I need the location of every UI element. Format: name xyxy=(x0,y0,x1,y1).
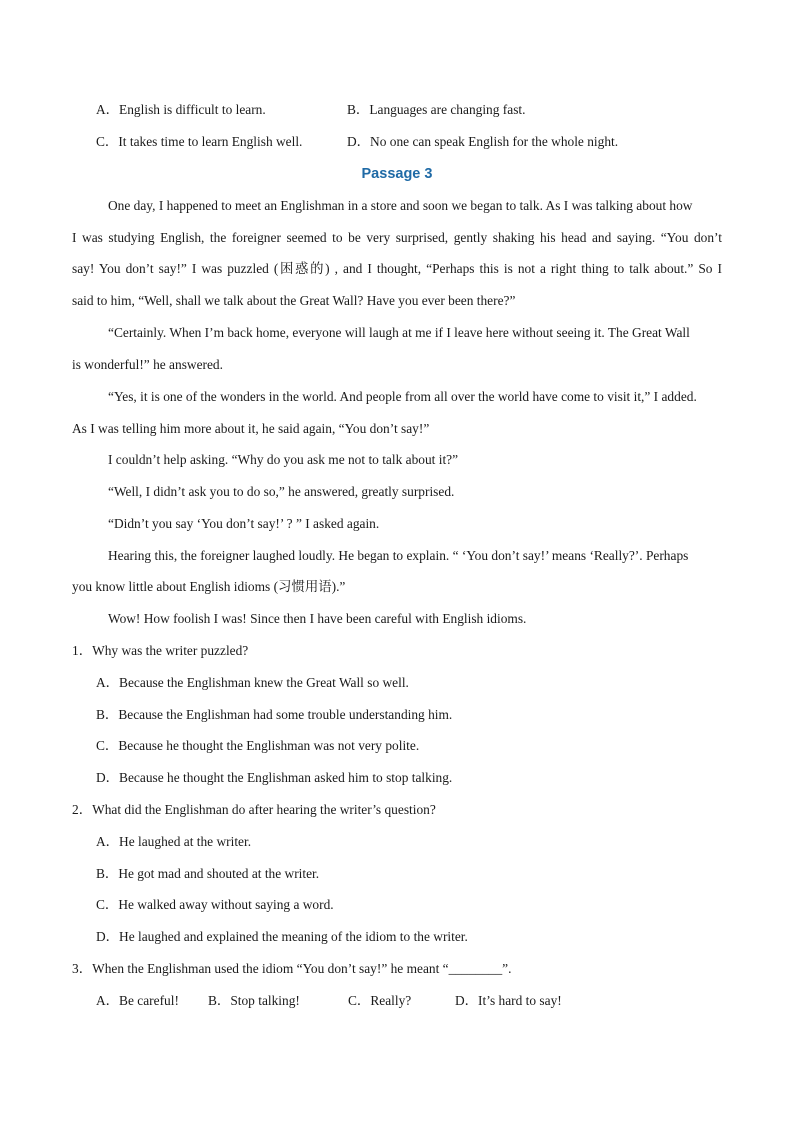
question-option: A．Be careful! xyxy=(96,993,179,1008)
question-option: C．Really? xyxy=(348,993,412,1008)
question-option: A．Because the Englishman knew the Great Wall so well. xyxy=(96,675,409,690)
question-option: C．He walked away without saying a word. xyxy=(96,897,334,912)
passage-line: Wow! How foolish I was! Since then I have been careful with English idioms. xyxy=(108,611,527,626)
question-option: D．It’s hard to say! xyxy=(455,993,562,1008)
passage-line: “Well, I didn’t ask you to do so,” he answered, greatly surprised. xyxy=(108,484,455,499)
passage-line: I couldn’t help asking. “Why do you ask me not to talk about it?” xyxy=(108,452,459,467)
prev-option-c: C．It takes time to learn English well. xyxy=(96,134,303,149)
passage-line: Hearing this, the foreigner laughed loudly. He began to explain. “ ‘You don’t say!’ means ‘Really?’. Perhaps xyxy=(108,548,689,563)
question-option: D．Because he thought the Englishman asked him to stop talking. xyxy=(96,770,453,785)
prev-option-b: B．Languages are changing fast. xyxy=(347,102,526,117)
prev-option-a: A．English is difficult to learn. xyxy=(96,102,266,117)
passage-line: is wonderful!” he answered. xyxy=(72,357,223,372)
passage-line: said to him, “Well, shall we talk about the Great Wall? Have you ever been there?” xyxy=(72,293,516,308)
passage-line: you know little about English idioms (习惯用语).” xyxy=(72,579,346,594)
question-option: B．Because the Englishman had some trouble understanding him. xyxy=(96,707,453,722)
question-option: B．Stop talking! xyxy=(208,993,300,1008)
passage-line: As I was telling him more about it, he said again, “You don’t say!” xyxy=(72,421,430,436)
prev-option-d: D．No one can speak English for the whole night. xyxy=(347,134,619,149)
question-option: B．He got mad and shouted at the writer. xyxy=(96,866,320,881)
passage-line: “Certainly. When I’m back home, everyone will laugh at me if I leave here without seeing it. The Great Wall xyxy=(108,325,690,340)
passage-line: “Yes, it is one of the wonders in the world. And people from all over the world have come to visit it,” I added. xyxy=(108,389,697,404)
passage-line: One day, I happened to meet an Englishman in a store and soon we began to talk. As I was talking about how xyxy=(108,198,693,213)
passage-title: Passage 3 xyxy=(361,166,433,182)
question-stem: 3．When the Englishman used the idiom “You don’t say!” he meant “________”. xyxy=(72,961,512,976)
question-option: C．Because he thought the Englishman was not very polite. xyxy=(96,738,420,753)
passage-line: say! You don’t say!” I was puzzled (困惑的) , and I thought, “Perhaps this is not a right thing to talk about.” So I xyxy=(72,261,722,276)
passage-line: “Didn’t you say ‘You don’t say!’ ? ” I asked again. xyxy=(108,516,380,531)
question-stem: 1．Why was the writer puzzled? xyxy=(72,643,249,658)
question-option: A．He laughed at the writer. xyxy=(96,834,252,849)
question-option: D．He laughed and explained the meaning of the idiom to the writer. xyxy=(96,929,468,944)
question-stem: 2．What did the Englishman do after hearing the writer’s question? xyxy=(72,802,436,817)
passage-line: I was studying English, the foreigner seemed to be very surprised, gently shaking his head and saying. “You don’t xyxy=(72,230,722,245)
